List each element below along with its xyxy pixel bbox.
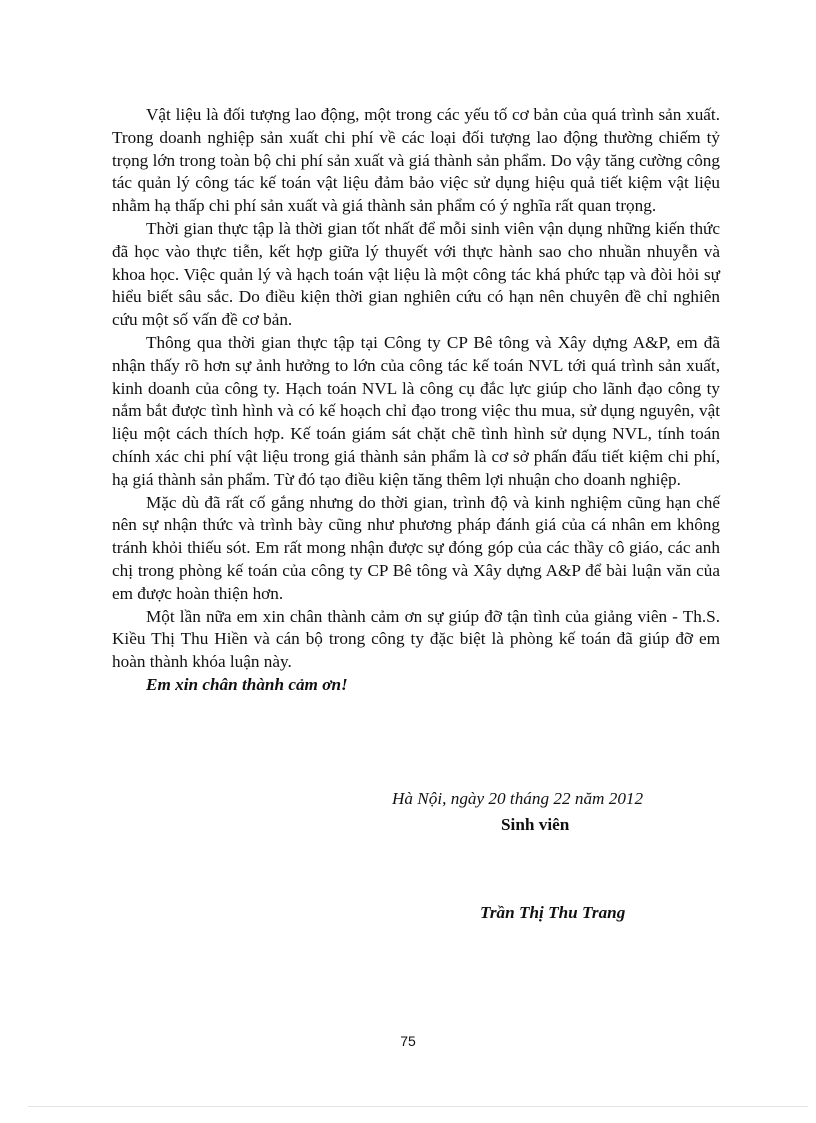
closing-thanks: Em xin chân thành cảm ơn! bbox=[146, 674, 348, 694]
paragraph-2: Thời gian thực tập là thời gian tốt nhất để mỗi sinh viên vận dụng những kiến thức đã học vào thực tiễn, kết hợp giữa lý thuyết với thực hành sao cho nhuần nhuyễn và khoa học. Việc quản lý và hạch toán vật liệu là một công tác khá phức tạp và đòi hỏi sự hiểu biết sâu sắc. Do điều kiện thời gian nghiên cứu có hạn nên chuyên đề chỉ nghiên cứu một số vấn đề cơ bản. bbox=[112, 218, 720, 330]
page-bottom-edge bbox=[28, 1106, 808, 1107]
paragraph-3: Thông qua thời gian thực tập tại Công ty CP Bê tông và Xây dựng A&P, em đã nhận thấy rõ hơn sự ảnh hưởng to lớn của công tác kế toán NVL tới quá trình sản xuất, kinh doanh của công ty. Hạch toán NVL là công cụ đắc lực giúp cho lãnh đạo công ty nắm bắt được tình hình và có kế hoạch chỉ đạo trong việc thu mua, sử dụng nguyên, vật liệu một cách thích hợp. Kế toán giám sát chặt chẽ tình hình sử dụng NVL, tính toán chính xác chi phí vật liệu trong giá thành sản phẩm là cơ sở phấn đấu tiết kiệm chi phí, hạ giá thành sản phẩm. Từ đó tạo điều kiện tăng thêm lợi nhuận cho doanh nghiệp. bbox=[112, 332, 720, 489]
paragraph-4: Mặc dù đã rất cố gắng nhưng do thời gian, trình độ và kinh nghiệm cũng hạn chế nên sự nhận thức và trình bày cũng như phương pháp đánh giá của cá nhân em không tránh khỏi thiếu sót. Em rất mong nhận được sự đóng góp của các thầy cô giáo, các anh chị trong phòng kế toán của công ty CP Bê tông và Xây dựng A&P để bài luận văn của em được hoàn thiện hơn. bbox=[112, 492, 720, 603]
signer-name: Trần Thị Thu Trang bbox=[480, 903, 626, 922]
signer-role: Sinh viên bbox=[501, 815, 570, 834]
paragraph-1: Vật liệu là đối tượng lao động, một trong các yếu tố cơ bản của quá trình sản xuất. Trong doanh nghiệp sản xuất chi phí về các loại đối tượng lao động thường chiếm tỷ trọng lớn trong toàn bộ chi phí sản xuất và giá thành sản phẩm. Do vậy tăng cường công tác quản lý công tác kế toán vật liệu đảm bảo việc sử dụng hiệu quả tiết kiệm vật liệu nhằm hạ thấp chi phí sản xuất và giá thành sản phẩm có ý nghĩa rất quan trọng. bbox=[112, 105, 720, 216]
page-number: 75 bbox=[400, 1033, 416, 1049]
date-line: Hà Nội, ngày 20 tháng 22 năm 2012 bbox=[392, 789, 644, 808]
body-text bbox=[112, 104, 720, 697]
paragraph-5: Một lần nữa em xin chân thành cảm ơn sự giúp đỡ tận tình của giảng viên - Th.S. Kiều Thị Thu Hiền và cán bộ trong công ty đặc biệt là phòng kế toán đã giúp đỡ em hoàn thành khóa luận này. bbox=[112, 606, 720, 672]
